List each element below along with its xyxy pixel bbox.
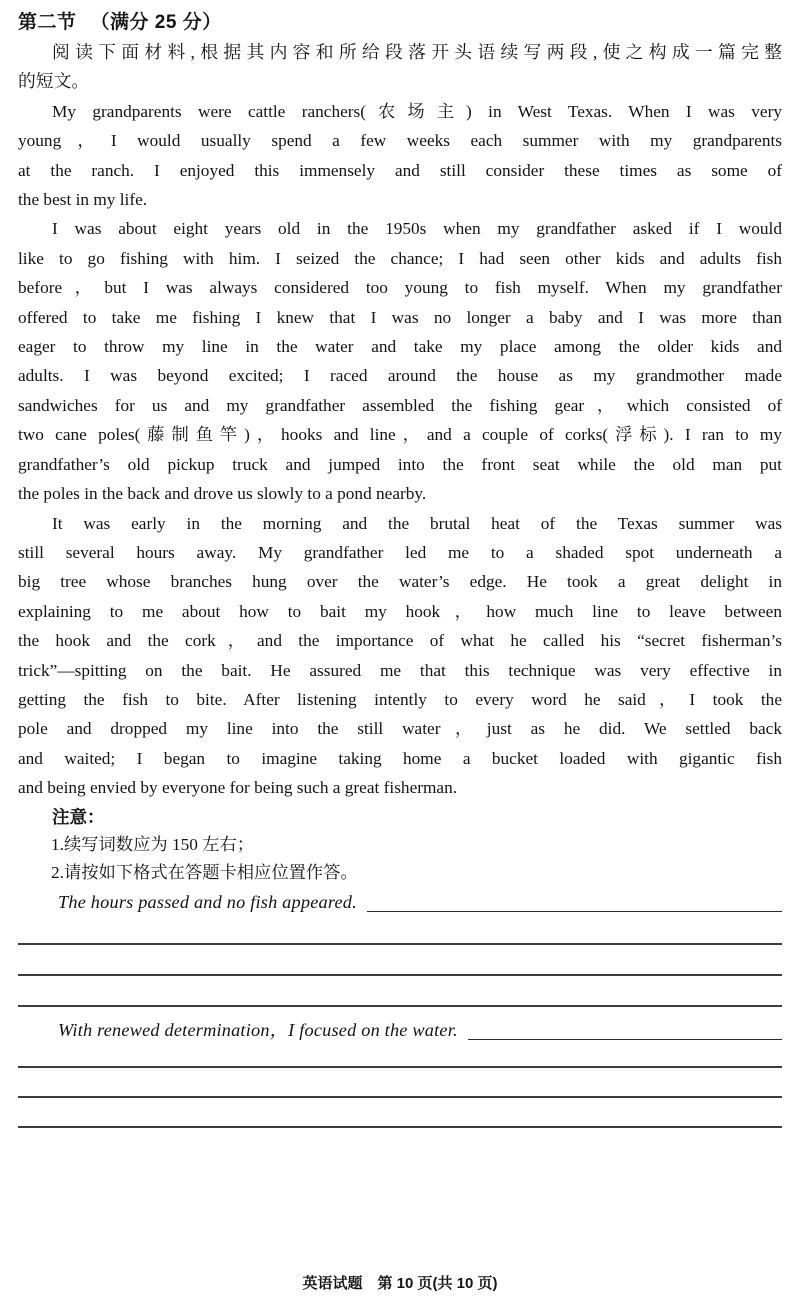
passage-line: grandfather’s old pickup truck and jumped into the front seat while the old man put xyxy=(18,454,782,474)
passage-line: the poles in the back and drove us slowly to a pond nearby. xyxy=(18,484,427,504)
passage-paragraph-3 xyxy=(18,509,782,803)
passage-line: at the ranch. I enjoyed this immensely and still consider these times as some of xyxy=(18,160,782,180)
passage-line: still several hours away. My grandfather led me to a shaded spot underneath a xyxy=(18,542,782,562)
passage-line: My grandparents were cattle ranchers(农场主) in West Texas. When I was very xyxy=(52,101,782,121)
opening-sentence-2 xyxy=(18,1015,782,1045)
section-header xyxy=(18,8,782,38)
passage-line: like to go fishing with him. I seized the chance; I had seen other kids and adults fish xyxy=(18,248,782,268)
note-item-1: 1.续写词数应为 150 左右； xyxy=(51,834,255,854)
passage-line: pole and dropped my line into the still water，just as he did. We settled back xyxy=(18,719,782,739)
passage-line: adults. I was beyond excited; I raced around the house as my grandmother made xyxy=(18,366,782,386)
passage-line: young，I would usually spend a few weeks each summer with my grandparents xyxy=(18,131,782,151)
passage-paragraph-2 xyxy=(18,214,782,508)
passage-paragraph-1 xyxy=(18,97,782,215)
task-instructions xyxy=(18,38,782,97)
page-footer: 英语试题 第 10 页(共 10 页) xyxy=(302,1275,498,1292)
writing-line xyxy=(18,1005,782,1007)
opening-sentence-1 xyxy=(18,887,782,917)
passage-line: offered to take me fishing I knew that I was no longer a baby and I was more than xyxy=(18,307,782,327)
opening-sentence-1-text: The hours passed and no fish appeared. xyxy=(58,891,357,912)
passage-line: explaining to me about how to bait my hook，how much line to leave between xyxy=(18,601,782,621)
section-title: 第二节 xyxy=(18,12,77,33)
passage-line: two cane poles(藤制鱼竿)，hooks and line，and a couple of corks(浮标). I ran to my xyxy=(18,425,782,445)
notes-title: 注意： xyxy=(52,806,105,827)
note-item-2: 2.请按如下格式在答题卡相应位置作答。 xyxy=(51,862,358,882)
passage-line: the best in my life. xyxy=(18,190,148,210)
passage-line: the hook and the cork，and the importance of what he called his “secret fisherman’s xyxy=(18,631,782,651)
passage-line: I was about eight years old in the 1950s when my grandfather asked if I would xyxy=(52,219,782,239)
writing-line xyxy=(18,974,782,976)
passage-line: getting the fish to bite. After listening intently to every word he said，I took the xyxy=(18,689,782,709)
answer-blank-inline-2 xyxy=(468,1039,782,1040)
instruction-line: 的短文。 xyxy=(18,71,90,92)
instruction-line: 阅读下面材料,根据其内容和所给段落开头语续写两段,使之构成一篇完整 xyxy=(52,42,782,62)
section-score: （满分 25 分） xyxy=(90,12,222,33)
opening-sentence-2-text: With renewed determination，I focused on the water. xyxy=(58,1019,458,1040)
passage-line: and waited; I began to imagine taking home a bucket loaded with gigantic fish xyxy=(18,748,782,768)
passage-line: big tree whose branches hung over the water’s edge. He took a great delight in xyxy=(18,572,782,592)
passage-line: eager to throw my line in the water and take my place among the older kids and xyxy=(18,337,782,357)
writing-line xyxy=(18,943,782,945)
passage-line: trick”—spitting on the bait. He assured me that this technique was very effective in xyxy=(18,660,782,680)
passage-line: It was early in the morning and the brutal heat of the Texas summer was xyxy=(52,513,782,533)
writing-line xyxy=(18,1066,782,1068)
passage-line: sandwiches for us and my grandfather assembled the fishing gear，which consisted of xyxy=(18,395,782,415)
notes-block xyxy=(18,803,782,887)
writing-line xyxy=(18,1126,782,1128)
passage-line: and being envied by everyone for being such a great fisherman. xyxy=(18,778,458,798)
passage-line: before，but I was always considered too young to fish myself. When my grandfather xyxy=(18,278,782,298)
answer-blank-inline-1 xyxy=(367,911,782,912)
writing-line xyxy=(18,1096,782,1098)
